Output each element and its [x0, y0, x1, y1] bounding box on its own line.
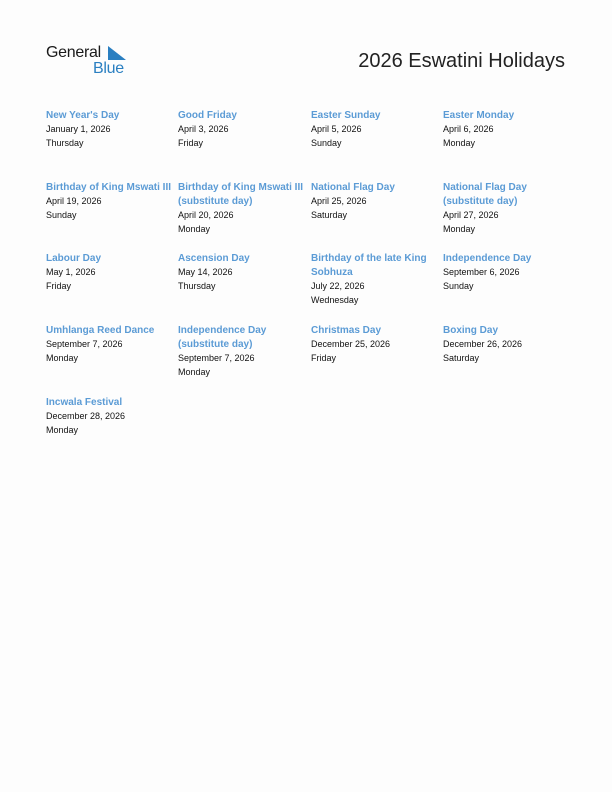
holiday-name: Labour Day: [46, 253, 102, 264]
holiday-name: Birthday of King Mswati III (substitute day): [178, 182, 304, 207]
holiday-weekday: Monday: [46, 424, 79, 435]
holiday-item: [46, 324, 174, 365]
holiday-date: April 3, 2026: [178, 124, 229, 134]
holiday-date: December 26, 2026: [443, 339, 523, 349]
holiday-weekday: Friday: [178, 137, 204, 148]
holiday-date: December 28, 2026: [46, 411, 126, 421]
page-title: 2026 Eswatini Holidays: [358, 50, 565, 72]
holiday-date: April 20, 2026: [178, 210, 234, 220]
holiday-name: Ascension Day: [178, 253, 250, 264]
holiday-date: December 25, 2026: [311, 339, 391, 349]
holiday-date: September 7, 2026: [46, 339, 123, 349]
holiday-date: January 1, 2026: [46, 124, 111, 134]
holiday-weekday: Saturday: [443, 352, 480, 363]
holiday-weekday: Sunday: [46, 209, 77, 220]
holiday-name: Birthday of King Mswati III: [46, 182, 172, 193]
holiday-item: [311, 109, 439, 150]
holiday-name: Independence Day: [443, 253, 532, 264]
holiday-item: [311, 252, 439, 307]
holiday-item: [443, 252, 571, 293]
holiday-item: [443, 324, 571, 365]
holiday-item: [178, 324, 306, 379]
holiday-date: September 6, 2026: [443, 267, 520, 277]
holiday-weekday: Monday: [443, 223, 476, 234]
logo-triangle-icon: [108, 46, 126, 60]
holiday-weekday: Sunday: [311, 137, 342, 148]
holiday-weekday: Friday: [311, 352, 337, 363]
holiday-item: [46, 109, 174, 150]
holiday-name: National Flag Day (substitute day): [443, 182, 527, 207]
holiday-item: [46, 181, 174, 222]
logo-text-blue: Blue: [93, 60, 124, 77]
holiday-date: July 22, 2026: [311, 281, 365, 291]
holiday-item: [178, 181, 306, 236]
holiday-name: Independence Day (substitute day): [178, 325, 267, 350]
holiday-weekday: Monday: [443, 137, 476, 148]
generalblue-logo: [46, 44, 136, 80]
holiday-item: [443, 109, 571, 150]
holiday-item: [46, 396, 174, 437]
holiday-weekday: Sunday: [443, 280, 474, 291]
holiday-item: [311, 181, 439, 222]
holiday-weekday: Saturday: [311, 209, 348, 220]
holiday-name: Boxing Day: [443, 325, 499, 336]
holiday-name: Christmas Day: [311, 325, 382, 336]
holiday-weekday: Monday: [178, 223, 211, 234]
holiday-name: Easter Sunday: [311, 110, 381, 121]
holiday-date: April 5, 2026: [311, 124, 362, 134]
holiday-weekday: Wednesday: [311, 294, 359, 305]
holiday-item: [46, 252, 174, 293]
holiday-date: April 6, 2026: [443, 124, 494, 134]
holiday-name: Incwala Festival: [46, 397, 123, 408]
holiday-item: [311, 324, 439, 365]
holiday-item: [178, 109, 306, 150]
logo-text-general: General: [46, 44, 101, 61]
holiday-date: September 7, 2026: [178, 353, 255, 363]
holiday-date: April 27, 2026: [443, 210, 499, 220]
holiday-name: National Flag Day: [311, 182, 395, 193]
holiday-weekday: Thursday: [178, 280, 216, 291]
holiday-weekday: Monday: [178, 366, 211, 377]
holiday-date: May 14, 2026: [178, 267, 233, 277]
holiday-weekday: Monday: [46, 352, 79, 363]
holiday-name: Birthday of the late King Sobhuza: [311, 253, 427, 278]
holiday-date: May 1, 2026: [46, 267, 96, 277]
holiday-weekday: Friday: [46, 280, 72, 291]
holiday-name: Easter Monday: [443, 110, 515, 121]
holiday-item: [443, 181, 571, 236]
holiday-weekday: Thursday: [46, 137, 84, 148]
holiday-date: April 25, 2026: [311, 196, 367, 206]
holiday-date: April 19, 2026: [46, 196, 102, 206]
holiday-name: New Year's Day: [46, 110, 120, 121]
holiday-name: Umhlanga Reed Dance: [46, 325, 155, 336]
holiday-item: [178, 252, 306, 293]
holiday-name: Good Friday: [178, 110, 237, 121]
